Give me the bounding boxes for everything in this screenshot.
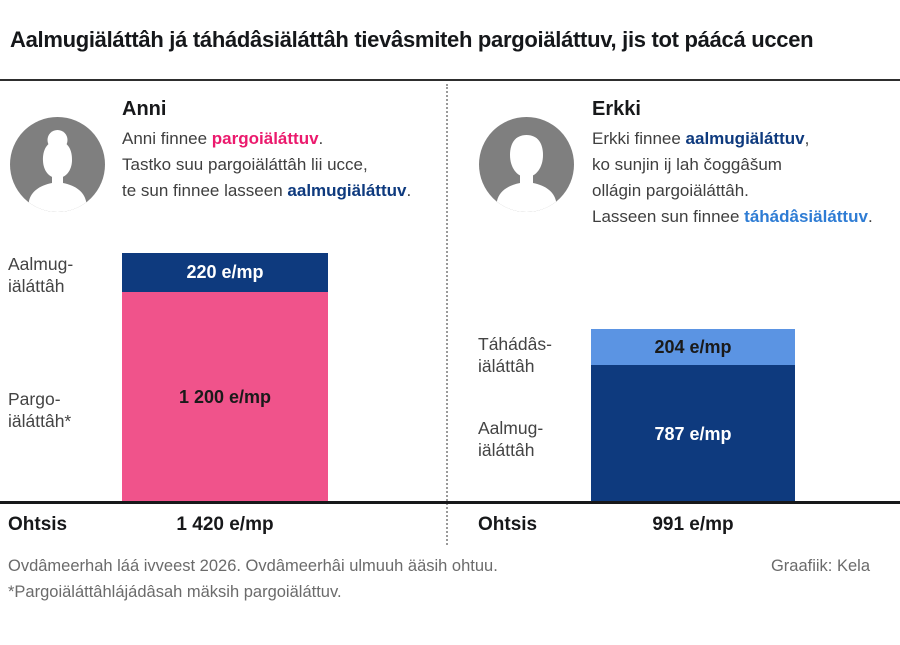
anni-stacked-bar <box>122 253 328 503</box>
page-title: Aalmugiäláttâh já táhádâsiäláttâh tievâsmiteh pargoiäláttuv, jis tot páácá uccen <box>10 27 814 52</box>
erkki-segment2-label <box>478 417 543 461</box>
erkki-bar-segment-aalmugialattah <box>591 365 795 503</box>
erkki-line4-highlight: táhádâsiäláttuv <box>744 207 868 226</box>
erkki-text-line1 <box>592 126 873 152</box>
erkki-segment1-label-line2: iäláttâh <box>478 356 535 376</box>
erkki-text-line2: ko sunjin ij lah čoggâšum <box>592 155 782 174</box>
persona-name-erkki: Erkki <box>592 98 641 120</box>
anni-segment2-label-line1: Pargo- <box>8 389 61 409</box>
erkki-text-line3: ollágin pargoiäláttâh. <box>592 181 749 200</box>
vertical-dotted-divider <box>446 84 448 545</box>
erkki-segment2-label-line1: Aalmug- <box>478 418 544 438</box>
persona-description-erkki <box>592 126 873 230</box>
anni-text-line3 <box>122 178 411 204</box>
baseline <box>0 501 900 504</box>
erkki-bar-segment-tahadasialattah <box>591 329 795 365</box>
footer-note-1: Ovdâmeerhah láá ivveest 2026. Ovdâmeerhâi ulmuuh ääsih ohtuu. <box>8 557 498 575</box>
erkki-stacked-bar <box>591 329 795 503</box>
persona-description-anni <box>122 126 411 204</box>
erkki-line4-pre: Lasseen sun finnee <box>592 207 745 226</box>
anni-segment2-label <box>8 388 71 432</box>
erkki-text-line4 <box>592 204 873 230</box>
erkki-total-value: 991 e/mp <box>652 514 734 535</box>
anni-text-line2: Tastko suu pargoiäláttâh lii ucce, <box>122 155 368 174</box>
anni-line3-post: . <box>406 181 412 200</box>
erkki-segment1-label <box>478 333 552 377</box>
footer-note-2: *Pargoiäláttâhlájádâsah mäksih pargoiäláttuv. <box>8 583 342 601</box>
anni-bar-segment-aalmugialattah <box>122 253 328 292</box>
anni-line1-highlight: pargoiäláttuv <box>211 129 319 148</box>
anni-segment1-value: 220 e/mp <box>186 262 264 282</box>
erkki-line1-post: , <box>804 129 810 148</box>
erkki-total-label: Ohtsis <box>478 514 538 535</box>
erkki-segment1-value: 204 e/mp <box>654 336 732 357</box>
female-avatar-icon <box>10 117 105 212</box>
anni-segment2-value: 1 200 e/mp <box>178 387 272 407</box>
top-divider-line <box>0 79 900 81</box>
erkki-segment2-value: 787 e/mp <box>654 423 732 444</box>
male-avatar-icon <box>479 117 574 212</box>
anni-line1-pre: Anni finnee <box>122 129 212 148</box>
persona-name-anni: Anni <box>122 98 167 120</box>
graphic-credit: Graafiik: Kela <box>770 557 870 575</box>
anni-line3-pre: te sun finnee lasseen <box>122 181 288 200</box>
erkki-line1-pre: Erkki finnee <box>592 129 686 148</box>
anni-line3-highlight: aalmugiäláttuv <box>287 181 407 200</box>
anni-total-label: Ohtsis <box>8 514 68 535</box>
erkki-line4-post: . <box>867 207 873 226</box>
anni-segment1-label-line2: iäláttâh <box>8 276 65 296</box>
anni-line1-post: . <box>318 129 324 148</box>
anni-total-value: 1 420 e/mp <box>176 514 274 535</box>
anni-segment2-label-line2: iäláttâh* <box>8 411 72 431</box>
erkki-segment1-label-line1: Táhádâs- <box>478 334 552 354</box>
erkki-line1-highlight: aalmugiäláttuv <box>685 129 805 148</box>
anni-segment1-label <box>8 253 73 297</box>
anni-text-line1 <box>122 126 411 152</box>
anni-bar-segment-pargoialattah <box>122 292 328 503</box>
erkki-segment2-label-line2: iäláttâh <box>478 440 535 460</box>
anni-segment1-label-line1: Aalmug- <box>8 254 74 274</box>
